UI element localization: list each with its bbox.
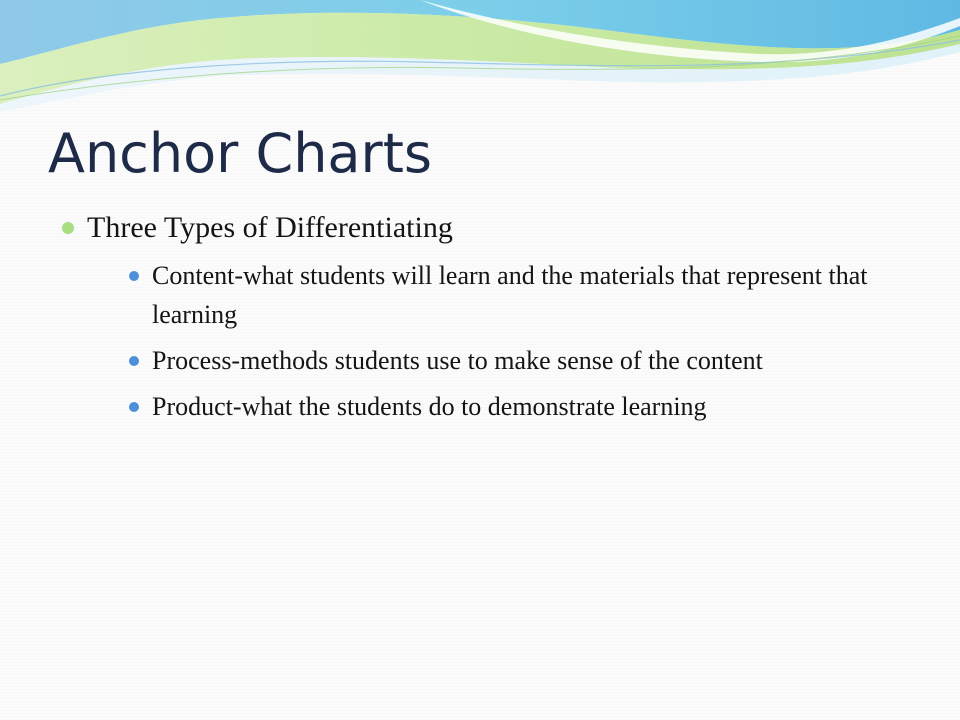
blue-bullet-icon [129,402,139,412]
sub-bullet-text: Process-methods students use to make sense of the content [152,346,763,375]
sub-bullet-text: Product-what the students do to demonstrate learning [152,392,707,421]
bullet-list [60,208,920,433]
bullet-text: Three Types of Differentiating [87,211,453,244]
sub-bullet-product [87,387,920,426]
green-bullet-icon [62,222,74,234]
sub-bullet-process [87,341,920,380]
slide-title: Anchor Charts [48,122,433,185]
sub-bullet-text: Content-what students will learn and the materials that represent that learning [152,261,868,329]
blue-bullet-icon [129,356,139,366]
sub-bullet-content [87,256,920,334]
blue-bullet-icon [129,271,139,281]
sub-bullet-list [87,256,920,426]
bullet-item-types [60,208,920,426]
header-wave-decoration [0,0,960,120]
